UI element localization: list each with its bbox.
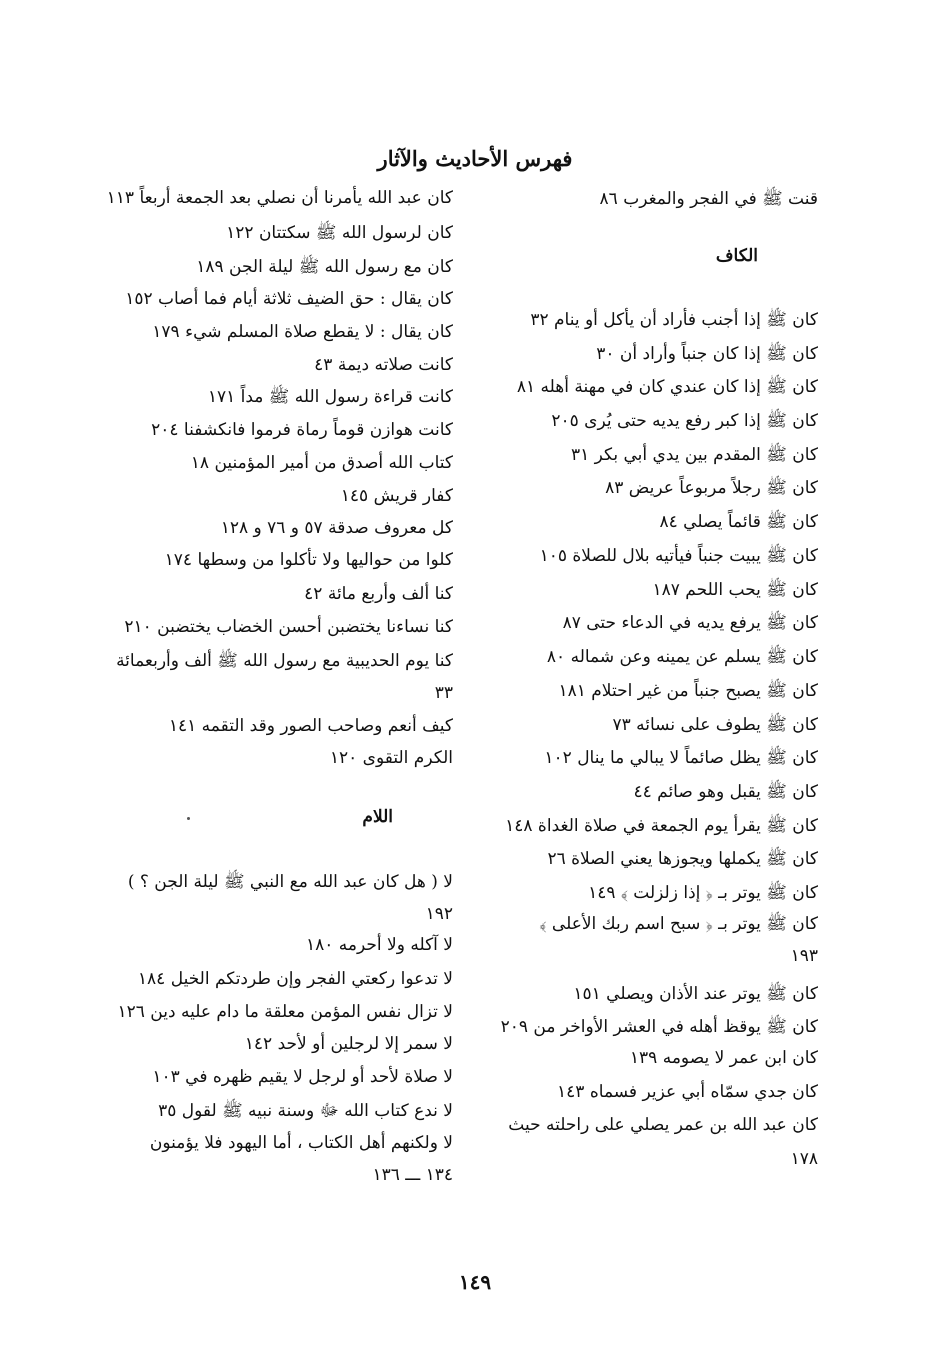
page-number: ١٤٩ — [458, 1270, 492, 1294]
entry: كان عبد الله بن عمر يصلي على راحلته حيث — [508, 1115, 818, 1135]
entry: كان يقال : لا يقطع صلاة المسلم شيء ١٧٩ — [152, 322, 453, 342]
entry: ١٩٣ — [790, 946, 818, 966]
entry: الكرم التقوى ١٢٠ — [329, 748, 453, 768]
entry: لا ( هل كان عبد الله مع النبي ﷺ ليلة الجن ؟ ) — [127, 872, 453, 892]
entry: كنا ألف وأربع مائة ٤٢ — [304, 584, 453, 604]
entry: لا آكله ولا أحرمه ١٨٠ — [305, 935, 453, 955]
entry: كان ﷺ يصبح جنباً من غير احتلام ١٨١ — [558, 681, 818, 701]
entry: كان ابن عمر لا يصومه ١٣٩ — [629, 1048, 818, 1068]
entry: كان ﷺ يقبل وهو صائم ٤٤ — [633, 782, 818, 802]
entry: كان ﷺ يحب اللحم ١٨٧ — [652, 580, 818, 600]
entry: لا سمر إلا لرجلين أو لأحد ١٤٢ — [244, 1034, 453, 1054]
entry: لا ندع كتاب الله ﷻ وسنة نبيه ﷺ لقول ٣٥ — [158, 1101, 453, 1121]
entry: كان ﷺ قائماً يصلي ٨٤ — [659, 512, 818, 532]
entry: كفار قريش ١٤٥ — [340, 486, 453, 506]
entry: كان ﷺ يظل صائماً لا يبالي ما ينال ١٠٢ — [544, 748, 818, 768]
entry: كان عبد الله يأمرنا أن نصلي بعد الجمعة أربعاً ١١٣ — [106, 188, 453, 208]
entry: كان ﷺ المقدم بين يدي أبي بكر ٣١ — [570, 445, 818, 465]
entry: لا تزال نفس المؤمن معلقة ما دام عليه دين ١٢٦ — [117, 1002, 453, 1022]
entry: كانت صلاته ديمة ٤٣ — [314, 355, 453, 375]
entry: كان ﷺ يوتر بـ ﴿ سبح اسم ربك الأعلى ﴾ — [539, 914, 818, 934]
entry: كان ﷺ يرفع يديه في الدعاء حتى ٨٧ — [562, 613, 818, 633]
entry: ١٧٨ — [790, 1149, 818, 1169]
entry: كان ﷺ إذا كبر رفع يديه حتى يُرى ٢٠٥ — [551, 411, 818, 431]
entry: لا تدعوا ركعتي الفجر وإن طردتكم الخيل ١٨٤ — [137, 969, 453, 989]
entry: كان ﷺ رجلاً مربوعاً عريض ٨٣ — [605, 478, 818, 498]
entry: كل معروف صدقة ٥٧ و ٧٦ و ١٢٨ — [220, 518, 453, 538]
entry: كيف أنعم وصاحب الصور وقد التقمه ١٤١ — [168, 716, 453, 736]
entry: كتاب الله أصدق من أمير المؤمنين ١٨ — [190, 453, 453, 473]
page-title: فهرس الأحاديث والآثار — [377, 146, 573, 171]
entry: كان ﷺ يكملها ويجوزها يعني الصلاة ٢٦ — [547, 849, 818, 869]
entry: كانت هوازن قوماً رماة فرموا فانكشفنا ٢٠٤ — [151, 420, 453, 440]
entry: كان ﷺ يطوف على نسائه ٧٣ — [612, 715, 818, 735]
section-heading-lam: اللام — [362, 807, 393, 827]
entry: كان يقال : حق الضيف ثلاثة أيام فما أصاب ١٥٢ — [125, 289, 453, 309]
entry: كان ﷺ إذا كان عندي كان في مهنة أهله ٨١ — [516, 377, 818, 397]
entry: كان ﷺ يقرأ يوم الجمعة في صلاة الغداة ١٤٨ — [505, 816, 818, 836]
entry: ١٩٢ — [425, 904, 453, 924]
entry: كانت قراءة رسول الله ﷺ مداً ١٧١ — [207, 387, 453, 407]
ink-speck — [187, 817, 190, 820]
entry: كان ﷺ إذا أجنب فأراد أن يأكل أو ينام ٣٢ — [530, 310, 818, 330]
entry: لا صلاة لأحد أو لرجل لا يقيم ظهره في ١٠٣ — [152, 1067, 453, 1087]
entry: ٣٣ — [434, 683, 453, 703]
entry: كان ﷺ إذا كان جنباً وأراد أن ٣٠ — [596, 344, 818, 364]
entry: كان ﷺ يوتر عند الأذان ويصلي ١٥١ — [573, 984, 818, 1004]
entry: لا ولكنهم أهل الكتاب ، أما اليهود فلا يؤمنون — [149, 1133, 453, 1153]
entry: كان مع رسول الله ﷺ ليلة الجن ١٨٩ — [196, 257, 453, 277]
entry: ١٣٤ ـــ ١٣٦ — [372, 1165, 453, 1185]
entry: كان لرسول الله ﷺ سكتتان ١٢٢ — [226, 223, 453, 243]
section-heading-kaf: الكاف — [715, 246, 758, 266]
entry: كان ﷺ يسلم عن يمينه وعن شماله ٨٠ — [546, 647, 818, 667]
entry: كنا يوم الحديبية مع رسول الله ﷺ ألف وأربعمائة — [116, 651, 453, 671]
entry: كان ﷺ يبيت جنباً فيأتيه بلال للصلاة ١٠٥ — [539, 546, 818, 566]
entry: كان ﷺ يوقظ أهله في العشر الأواخر من ٢٠٩ — [500, 1017, 818, 1037]
entry: قنت ﷺ في الفجر والمغرب ٨٦ — [599, 189, 818, 209]
entry: كان ﷺ يوتر بـ ﴿ إذا زلزلت ﴾ ١٤٩ — [588, 883, 818, 903]
entry: كنا نساءنا يختضبن أحسن الخضاب يختضبن ٢١٠ — [124, 617, 453, 637]
entry: كلوا من حواليها ولا تأكلوا من وسطها ١٧٤ — [164, 550, 453, 570]
entry: كان جدي سمّاه أبي عزير فسماه ١٤٣ — [557, 1082, 818, 1102]
